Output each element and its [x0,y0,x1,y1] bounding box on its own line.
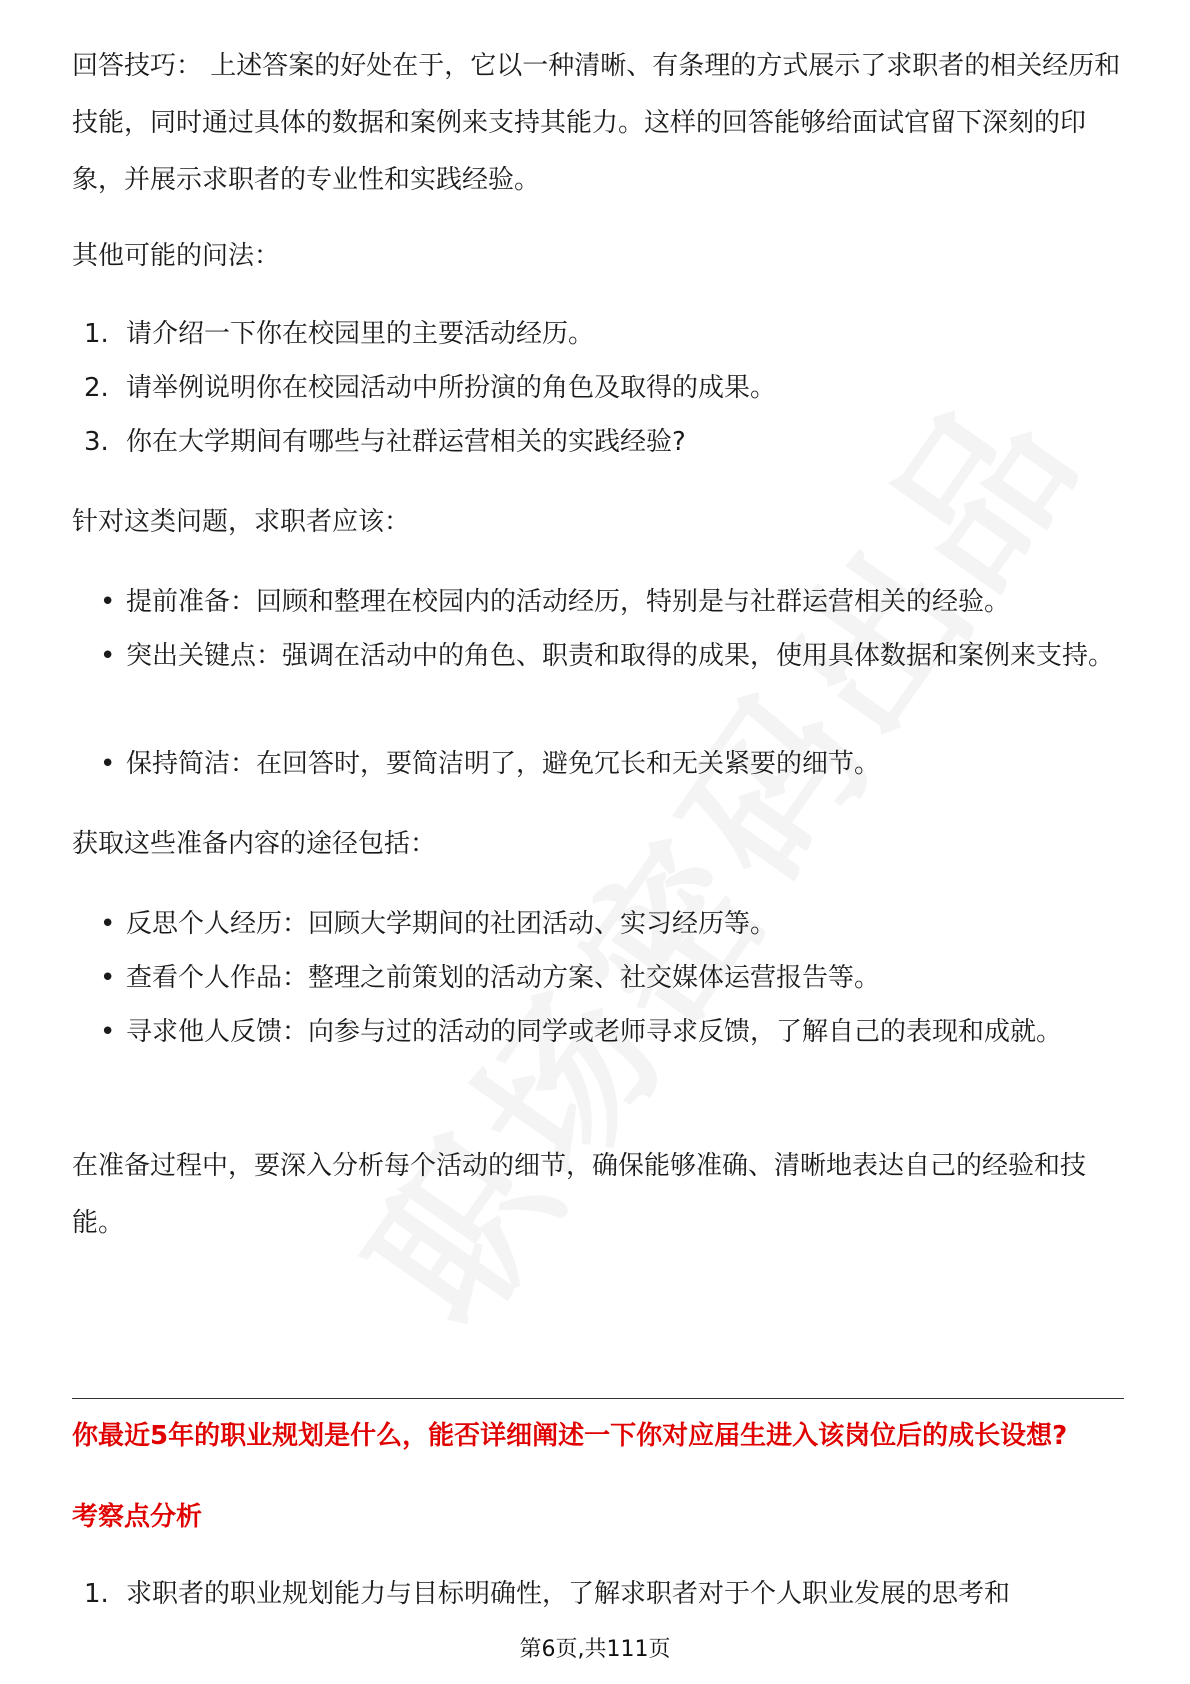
bullet-item-text: 寻求他人反馈：向参与过的活动的同学或老师寻求反馈，了解自己的表现和成就。 [126,1017,1063,1047]
closing-paragraph: 在准备过程中，要深入分析每个活动的细节，确保能够准确、清晰地表达自己的经验和技能。 [72,1151,1087,1238]
bullet-icon: • [100,587,116,617]
page-footer: 第6页,共111页 [519,1637,671,1662]
list-item-text: 请举例说明你在校园活动中所扮演的角色及取得的成果。 [126,373,777,403]
list-number: 3. [84,427,109,457]
bullet-icon: • [100,963,116,993]
bullet-item [72,950,1122,1007]
bullet-icon: • [100,1017,116,1047]
bullet-icon: • [100,909,116,939]
bullet-icon: • [100,749,116,779]
list-item [72,1566,1122,1623]
section-divider [72,1398,1124,1399]
next-question-title: 你最近5年的职业规划是什么，能否详细阐述一下你对应届生进入该岗位后的成长设想? [72,1421,1068,1451]
bullet-item-text: 提前准备：回顾和整理在校园内的活动经历，特别是与社群运营相关的经验。 [126,587,1011,617]
sources-heading: 获取这些准备内容的途径包括： [72,829,437,859]
list-item-text: 求职者的职业规划能力与目标明确性，了解求职者对于个人职业发展的思考和 [126,1579,1011,1609]
list-item [72,306,1122,363]
list-item [72,360,1122,417]
bullet-item [72,896,1122,953]
list-number: 1. [84,319,109,349]
bullet-item [72,1004,1122,1061]
bullet-item [72,574,1122,631]
should-heading: 针对这类问题，求职者应该： [72,507,411,537]
list-item-text: 你在大学期间有哪些与社群运营相关的实践经验? [126,427,686,457]
other-questions-heading: 其他可能的问法： [72,241,281,271]
bullet-item-text: 反思个人经历：回顾大学期间的社团活动、实习经历等。 [126,909,777,939]
list-item [72,414,1122,471]
bullet-item-text: 保持简洁：在回答时，要简洁明了，避免冗长和无关紧要的细节。 [126,749,881,779]
list-number: 1. [84,1579,109,1609]
bullet-item [72,628,1122,685]
bullet-item-text: 突出关键点：强调在活动中的角色、职责和取得的成果，使用具体数据和案例来支持。 [126,641,1115,671]
bullet-item [72,736,1122,793]
bullet-item-text: 查看个人作品：整理之前策划的活动方案、社交媒体运营报告等。 [126,963,881,993]
bullet-icon: • [100,641,116,671]
list-item-text: 请介绍一下你在校园里的主要活动经历。 [126,319,595,349]
list-number: 2. [84,373,109,403]
analysis-heading: 考察点分析 [72,1502,203,1532]
intro-paragraph: 回答技巧： 上述答案的好处在于，它以一种清晰、有条理的方式展示了求职者的相关经历和技能，同时通过具体的数据和案例来支持其能力。这样的回答能够给面试官留下深刻的印象，并展示求职者的专业性和实践经验。 [72,51,1121,195]
